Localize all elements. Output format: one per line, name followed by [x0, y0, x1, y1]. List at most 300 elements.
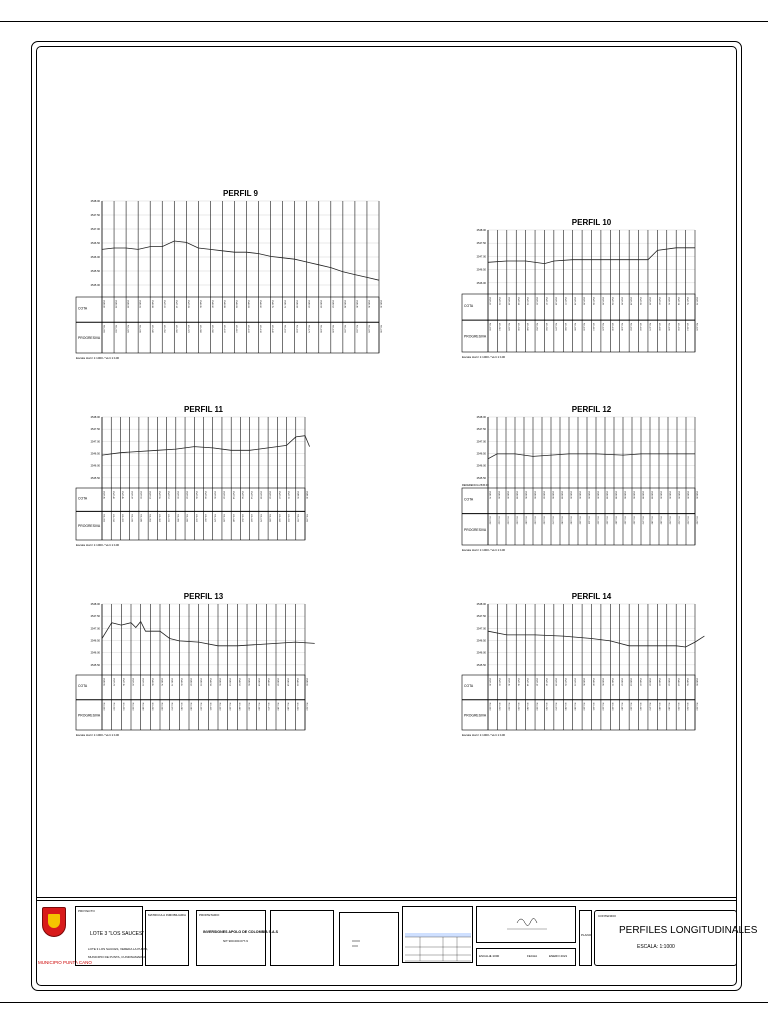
progresiva-value: K0+080	[198, 325, 201, 333]
cota-value: 2547.24	[554, 297, 557, 305]
cota-value: 2546.90	[659, 491, 662, 499]
cota-value: 2546.90	[587, 491, 590, 499]
cota-value: 2547.28	[601, 297, 604, 305]
project-box	[75, 906, 149, 966]
cota-value: 2547.20	[112, 678, 115, 686]
elevation-tick-label: 2546.50	[476, 639, 486, 643]
row-label-cota: COTA	[464, 303, 474, 308]
progresiva-value: K0+140	[614, 516, 617, 525]
elevation-tick-label: 2546.50	[90, 639, 100, 643]
cota-value: 2547.23	[526, 297, 529, 305]
cota-value: 2547.67	[277, 491, 280, 499]
cota-value: 2548.10	[305, 491, 308, 499]
terrain-profile-line	[488, 454, 695, 459]
progresiva-value: K0+210	[686, 702, 689, 711]
profile-scale-note: Escala Horiz 1:1000 / Vert 1:100	[462, 733, 506, 737]
cota-value: 2547.17	[545, 297, 548, 305]
progresiva-value: K0+010	[498, 323, 501, 331]
elevation-tick-label: 2545.50	[476, 476, 486, 480]
progresiva-value: K0+210	[686, 323, 689, 331]
progresiva-value: K0+090	[210, 325, 213, 333]
progresiva-value: K0+160	[639, 702, 642, 711]
cota-value: 2546.62	[657, 678, 660, 686]
cota-value: 2546.30	[379, 300, 382, 308]
cota-value: 2546.85	[150, 678, 153, 686]
cota-value: 2547.47	[130, 491, 133, 499]
cota-value: 2546.90	[506, 491, 509, 499]
elevation-tick-label: 2547.50	[476, 615, 486, 619]
content-box	[594, 910, 737, 966]
owner-header: PROPIETARIO	[199, 913, 220, 917]
progresiva-value: K0+190	[667, 323, 670, 331]
progresiva-value: K0+040	[141, 702, 144, 711]
cota-value: 2546.88	[223, 300, 226, 308]
progresiva-value: K0+050	[533, 516, 536, 525]
elevation-tick-label: 2547.00	[90, 228, 100, 231]
progresiva-value: K0+010	[111, 514, 114, 523]
progresiva-value: K0+020	[507, 323, 510, 331]
elevation-tick-label: 2546.50	[90, 242, 100, 245]
elevation-tick-label: 2546.00	[90, 651, 100, 655]
progresiva-value: K0+200	[343, 325, 346, 333]
approval-grid	[403, 907, 474, 964]
cota-value: 2547.70	[287, 491, 290, 499]
project-name: LOTE 3 "LOS SAUCES"	[90, 931, 145, 937]
cota-value: 2546.62	[667, 678, 670, 686]
progresiva-value: K0+230	[379, 325, 382, 333]
cota-value: 2546.90	[497, 491, 500, 499]
elevation-tick-label: 2547.50	[476, 428, 486, 432]
elevation-tick-label: 2546.50	[476, 268, 486, 272]
title-block-top-line-2	[36, 900, 737, 901]
cota-value: 2546.70	[488, 491, 491, 499]
cota-value: 2547.28	[592, 297, 595, 305]
profile-title: PERFIL 13	[183, 592, 224, 601]
progresiva-value: K0+100	[582, 702, 585, 711]
profile-scale-note: Escala Horiz 1:1000 / Vert 1:100	[76, 356, 120, 360]
cota-value: 2546.80	[533, 491, 536, 499]
cota-value: 2546.52	[228, 678, 231, 686]
approval-box	[402, 906, 473, 963]
cota-value: 2546.90	[578, 491, 581, 499]
progresiva-value: K0+200	[668, 516, 671, 525]
progresiva-value: K0+220	[686, 516, 689, 525]
cota-value: 2546.60	[266, 678, 269, 686]
progresiva-value: K0+100	[199, 702, 202, 711]
cota-value: 2547.65	[213, 491, 216, 499]
cota-value: 2546.88	[641, 491, 644, 499]
signature-box-2	[339, 912, 399, 966]
progresiva-value: K0+100	[223, 325, 226, 333]
cota-value: 2547.22	[488, 297, 491, 305]
progresiva-value: K0+080	[176, 514, 179, 523]
progresiva-value: K0+120	[213, 514, 216, 523]
progresiva-value: K0+130	[610, 702, 613, 711]
drawing-scale: ESCALA: 1:1000	[637, 944, 675, 950]
cota-value: 2547.45	[121, 491, 124, 499]
elevation-tick-label: 2547.50	[90, 615, 100, 619]
progresiva-value: K0+220	[695, 702, 698, 711]
cota-value: 2546.62	[639, 678, 642, 686]
row-label-cota: COTA	[464, 684, 474, 689]
progresiva-value: K0+050	[535, 702, 538, 711]
elevation-tick-label: 2547.00	[90, 627, 100, 631]
elevation-tick-label: 2546.00	[476, 464, 486, 468]
cota-value: 2547.58	[231, 491, 234, 499]
progresiva-value: K0+000	[488, 323, 491, 331]
cota-value: 2546.52	[237, 678, 240, 686]
progresiva-value: K0+050	[535, 323, 538, 331]
fecha-label: FECHA	[527, 954, 538, 958]
elevation-tick-label: 2548.00	[476, 603, 486, 606]
progresiva-value: K0+040	[150, 325, 153, 333]
progresiva-value: K0+010	[114, 325, 117, 333]
cota-value: 2546.86	[551, 491, 554, 499]
progresiva-value: K0+200	[676, 323, 679, 331]
profile-grid	[462, 602, 697, 742]
progresiva-value: K0+220	[305, 514, 308, 523]
cota-value: 2547.57	[167, 491, 170, 499]
progresiva-value: K0+190	[331, 325, 334, 333]
progresiva-value: K0+110	[592, 702, 595, 711]
elevation-tick-label: 2546.00	[476, 651, 486, 655]
plano-label: PLANO	[581, 933, 592, 937]
municipality-logo	[42, 907, 66, 937]
cota-value: 2546.55	[686, 678, 689, 686]
progresiva-value: K0+140	[231, 514, 234, 523]
progresiva-value: K0+030	[138, 325, 141, 333]
elevation-tick-label: 2545.50	[90, 663, 100, 667]
cota-value: 2546.89	[605, 491, 608, 499]
progresiva-value: K0+150	[629, 323, 632, 331]
progresiva-value: K0+140	[237, 702, 240, 711]
progresiva-value: K0+170	[648, 323, 651, 331]
date-box	[476, 948, 576, 966]
profile-scale-note: Escala Horiz 1:1000 / Vert 1:100	[462, 548, 506, 552]
progresiva-value: K0+210	[677, 516, 680, 525]
progresiva-value: K0+140	[620, 702, 623, 711]
cota-value: 2546.58	[319, 300, 322, 308]
content-header: CONTENIDO	[598, 914, 616, 918]
cota-value: 2546.65	[179, 678, 182, 686]
progresiva-value: K0+130	[259, 325, 262, 333]
progresiva-value: K0+100	[582, 323, 585, 331]
progresiva-value: K0+070	[167, 514, 170, 523]
progresiva-value: K0+030	[131, 702, 134, 711]
progresiva-value: K0+090	[573, 702, 576, 711]
cota-value: 2547.35	[102, 491, 105, 499]
progresiva-value: K0+080	[563, 323, 566, 331]
elevation-tick-label: 2545.50	[476, 663, 486, 667]
elevation-tick-label: 2548.00	[476, 416, 486, 419]
progresiva-value: K0+020	[126, 325, 129, 333]
progresiva-value: K0+200	[287, 514, 290, 523]
profile-grid	[462, 415, 697, 557]
cota-value: 2546.60	[199, 678, 202, 686]
progresiva-value: K0+210	[355, 325, 358, 333]
row-label-cota: COTA	[78, 496, 88, 501]
cota-value: 2547.62	[185, 491, 188, 499]
cota-value: 2546.80	[695, 678, 698, 686]
progresiva-value: K0+130	[228, 702, 231, 711]
cota-value: 2547.70	[667, 297, 670, 305]
cota-value: 2547.56	[250, 491, 253, 499]
profile-title: PERFIL 11	[184, 405, 223, 414]
cota-value: 2547.60	[657, 297, 660, 305]
cota-value: 2546.40	[355, 300, 358, 308]
elevation-tick-label: 2547.00	[476, 255, 486, 259]
progresiva-value: K0+060	[160, 702, 163, 711]
cota-value: 2547.00	[573, 678, 576, 686]
progresiva-value: K0+150	[629, 702, 632, 711]
progresiva-value: K0+050	[162, 325, 165, 333]
cota-value: 2547.75	[686, 297, 689, 305]
profile-grid	[76, 602, 307, 742]
progresiva-value: K0+070	[554, 702, 557, 711]
cota-value: 2546.68	[295, 300, 298, 308]
cota-value: 2546.86	[632, 491, 635, 499]
progresiva-value: K0+230	[695, 516, 698, 525]
cota-value: 2546.89	[560, 491, 563, 499]
elevation-tick-label: 2546.00	[90, 464, 100, 468]
cota-value: 2546.58	[257, 678, 260, 686]
cota-value: 2547.20	[498, 678, 501, 686]
elevation-tick-label: 2547.00	[476, 627, 486, 631]
cota-value: 2547.28	[620, 297, 623, 305]
progresiva-value: K0+040	[526, 323, 529, 331]
elevation-tick-label: 2547.50	[90, 214, 100, 217]
elevation-tick-label: 2546.50	[90, 452, 100, 456]
progresiva-value: K0+170	[259, 514, 262, 523]
elevation-tick-label: 2548.00	[90, 603, 100, 606]
progresiva-value: K0+060	[545, 323, 548, 331]
profile-grid	[76, 199, 381, 365]
progresiva-value: K0+160	[639, 323, 642, 331]
cota-value: 2547.24	[507, 297, 510, 305]
cota-value: 2547.50	[139, 491, 142, 499]
sheet-top-edge	[0, 21, 768, 22]
progresiva-value: K0+080	[179, 702, 182, 711]
cota-value: 2547.08	[186, 300, 189, 308]
progresiva-value: K0+060	[542, 516, 545, 525]
progresiva-value: K0+170	[641, 516, 644, 525]
cota-value: 2547.27	[563, 297, 566, 305]
terrain-profile-line	[102, 436, 310, 455]
progresiva-value: K0+180	[268, 514, 271, 523]
progresiva-value: K0+010	[497, 516, 500, 525]
progresiva-value: K0+150	[247, 702, 250, 711]
cota-value: 2547.55	[157, 491, 160, 499]
progresiva-value: K0+040	[524, 516, 527, 525]
cota-value: 2547.73	[695, 297, 698, 305]
municipality-label: MUNICIPIO PUNTA CANO	[38, 960, 92, 965]
cota-value: 2547.74	[676, 297, 679, 305]
cota-value: 2546.52	[331, 300, 334, 308]
signature-marks	[340, 913, 398, 965]
cota-value: 2546.90	[210, 300, 213, 308]
profile-title: PERFIL 12	[571, 405, 612, 414]
cota-value: 2546.62	[276, 678, 279, 686]
terrain-profile-line	[488, 631, 704, 647]
progresiva-value: K0+130	[222, 514, 225, 523]
cota-value: 2546.98	[150, 300, 153, 308]
progresiva-value: K0+160	[295, 325, 298, 333]
row-label-progresiva: PROGRESIVA	[464, 527, 487, 532]
progresiva-value: K0+000	[102, 514, 105, 523]
title-block-top-line	[36, 897, 737, 898]
cota-value: 2547.29	[648, 297, 651, 305]
row-label-progresiva: PROGRESIVA	[464, 334, 487, 339]
owner-nit: NIT 900.000.077-9	[223, 939, 248, 943]
cota-value: 2546.71	[283, 300, 286, 308]
progresiva-value: K0+160	[250, 514, 253, 523]
cota-value: 2546.90	[668, 491, 671, 499]
cota-value: 2546.90	[592, 678, 595, 686]
progresiva-value: K0+120	[247, 325, 250, 333]
profile-title: PERFIL 9	[223, 189, 258, 198]
cota-value: 2546.62	[189, 678, 192, 686]
cota-value: 2547.29	[610, 297, 613, 305]
cota-value: 2547.66	[204, 491, 207, 499]
cota-value: 2547.10	[545, 678, 548, 686]
progresiva-value: K0+150	[623, 516, 626, 525]
row-label-progresiva: PROGRESIVA	[78, 713, 101, 718]
progresiva-value: K0+200	[676, 702, 679, 711]
cota-value: 2546.62	[648, 678, 651, 686]
cota-value: 2546.60	[676, 678, 679, 686]
plano-box	[579, 910, 592, 966]
progresiva-value: K0+220	[367, 325, 370, 333]
cota-value: 2547.12	[535, 678, 538, 686]
cota-value: 2546.60	[305, 678, 308, 686]
elevation-tick-label: 2547.50	[90, 428, 100, 432]
project-header: PROYECTO	[78, 909, 95, 913]
elevation-tick-label: 2548.00	[90, 200, 100, 203]
progresiva-value: K0+110	[208, 702, 211, 711]
progresiva-value: K0+130	[610, 323, 613, 331]
progresiva-value: K0+120	[218, 702, 221, 711]
cota-value: 2546.95	[582, 678, 585, 686]
cota-value: 2546.55	[102, 678, 105, 686]
progresiva-value: K0+110	[235, 325, 238, 333]
cota-value: 2546.55	[247, 678, 250, 686]
cota-value: 2547.02	[162, 300, 165, 308]
progresiva-value: K0+010	[112, 702, 115, 711]
elevation-tick-label: 2545.50	[90, 270, 100, 273]
elevation-tick-label: 2547.00	[476, 440, 486, 444]
progresiva-value: K0+070	[186, 325, 189, 333]
cota-value: 2546.92	[102, 300, 105, 308]
progresiva-value: K0+140	[271, 325, 274, 333]
cota-value: 2546.64	[286, 678, 289, 686]
profile-scale-note: Escala Horiz 1:1000 / Vert 1:100	[462, 355, 506, 359]
cota-value: 2546.93	[126, 300, 129, 308]
cota-value: 2546.72	[170, 678, 173, 686]
elevation-tick-label: 2547.00	[90, 440, 100, 444]
profile-title: PERFIL 14	[571, 592, 612, 601]
cota-value: 2546.80	[259, 300, 262, 308]
progresiva-value: K0+030	[515, 516, 518, 525]
cota-value: 2546.85	[235, 300, 238, 308]
progresiva-value: K0+040	[139, 514, 142, 523]
elevation-tick-label: 2545.00	[90, 284, 100, 287]
row-label-cota: COTA	[464, 497, 474, 502]
cota-value: 2546.45	[343, 300, 346, 308]
escala-value: 1:1000	[490, 954, 500, 958]
progresiva-value: K0+160	[257, 702, 260, 711]
row-label-cota: COTA	[78, 306, 88, 311]
progresiva-value: K0+170	[307, 325, 310, 333]
progresiva-value: K0+180	[657, 323, 660, 331]
cota-value: 2546.86	[623, 491, 626, 499]
row-label-progresiva: PROGRESIVA	[78, 336, 101, 340]
cota-value: 2547.12	[174, 300, 177, 308]
cota-value: 2547.22	[535, 297, 538, 305]
progresiva-value: K0+110	[587, 516, 590, 525]
progresiva-value: K0+040	[526, 702, 529, 711]
progresiva-value: K0+030	[516, 702, 519, 711]
cota-value: 2547.28	[629, 297, 632, 305]
progresiva-value: K0+060	[545, 702, 548, 711]
progresiva-value: K0+180	[657, 702, 660, 711]
row-label-progresiva: PROGRESIVA	[464, 713, 487, 718]
progresiva-value: K0+210	[305, 702, 308, 711]
progresiva-value: K0+090	[185, 514, 188, 523]
row-label-cota: COTA	[78, 684, 88, 689]
progresiva-value: K0+000	[488, 516, 491, 525]
row-label-progresiva: PROGRESIVA	[78, 524, 101, 528]
cota-value: 2546.85	[601, 678, 604, 686]
progresiva-value: K0+200	[295, 702, 298, 711]
progresiva-value: K0+220	[695, 323, 698, 331]
reference-label: REFERENCIA 2545.00	[462, 484, 489, 487]
progresiva-value: K0+210	[296, 514, 299, 523]
progresiva-value: K0+120	[601, 702, 604, 711]
signature-box-1	[270, 910, 334, 966]
progresiva-value: K0+090	[569, 516, 572, 525]
progresiva-value: K0+130	[605, 516, 608, 525]
owner-box	[196, 910, 279, 966]
progresiva-value: K0+060	[174, 325, 177, 333]
cota-value: 2547.62	[268, 491, 271, 499]
cota-value: 2547.60	[176, 491, 179, 499]
project-address-1: LOTE 3 LOS SAUCES, VEREDA LA PUNTA,	[88, 947, 149, 951]
profile-title: PERFIL 10	[571, 218, 612, 227]
progresiva-value: K0+010	[498, 702, 501, 711]
cota-value: 2547.40	[111, 491, 114, 499]
cota-value: 2546.62	[629, 678, 632, 686]
progresiva-value: K0+170	[648, 702, 651, 711]
progresiva-value: K0+160	[632, 516, 635, 525]
cota-value: 2547.65	[194, 491, 197, 499]
cota-value: 2546.95	[198, 300, 201, 308]
cota-value: 2546.88	[614, 491, 617, 499]
profile-grid	[76, 415, 307, 552]
cota-value: 2546.90	[677, 491, 680, 499]
elevation-tick-label: 2546.00	[90, 256, 100, 259]
progresiva-value: K0+190	[286, 702, 289, 711]
elevation-tick-label: 2545.50	[90, 476, 100, 480]
cota-value: 2547.52	[148, 491, 151, 499]
cota-value: 2547.15	[516, 678, 519, 686]
profile-grid	[462, 228, 697, 364]
progresiva-value: K0+080	[560, 516, 563, 525]
cota-value: 2546.83	[247, 300, 250, 308]
cota-value: 2547.58	[259, 491, 262, 499]
cota-value: 2547.23	[498, 297, 501, 305]
progresiva-value: K0+120	[596, 516, 599, 525]
owner-name: INVERSIONES APOLO DE COLOMBIA S.A.S	[203, 930, 279, 934]
